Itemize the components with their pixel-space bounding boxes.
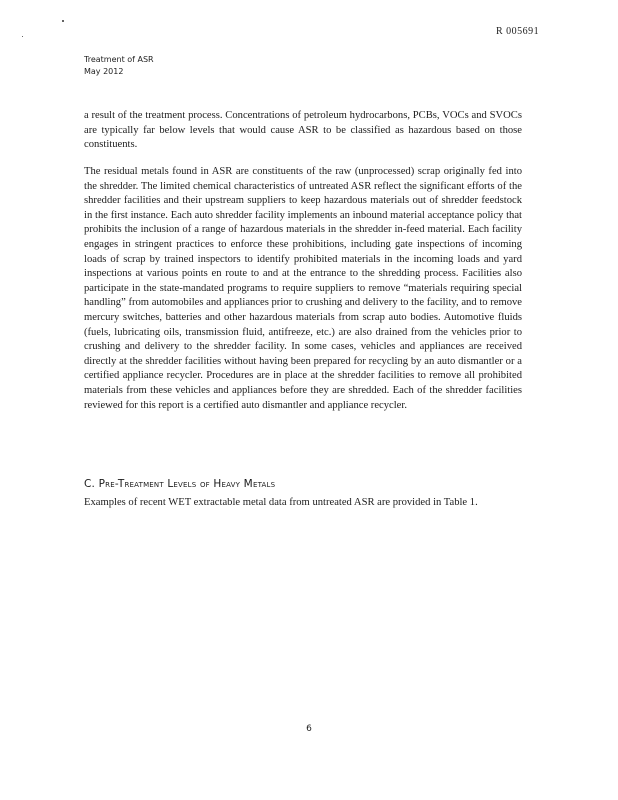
running-header xyxy=(84,54,154,78)
header-title: Treatment of ASR xyxy=(84,55,154,64)
page-number: 6 xyxy=(306,724,312,734)
section-intro-text: Examples of recent WET extractable metal data from untreated ASR are provided in Table 1. xyxy=(84,497,478,508)
body-paragraph: The residual metals found in ASR are constituents of the raw (unprocessed) scrap originally fed into the shredder. The limited chemical characteristics of untreated ASR reflect the significant efforts of the shredder facilities and their upstream suppliers to keep hazardous materials out of shredder feedstock in the first instance. Each auto shredder facility implements an inbound material acceptance policy that prohibits the inclusion of a range of hazardous materials in the shredder in-feed material. Each facility engages in stringent practices to enforce these prohibitions, including gate inspections of incoming loads of scrap by trained inspectors to identify prohibited materials in the incoming loads and yard inspections at various points en route to and at the entrance to the shredding process. Facilities also participate in the state-mandated programs to require suppliers to remove “materials requiring special handling” from automobiles and appliances prior to crushing and delivery to the facility, and to remove mercury switches, batteries and other hazardous materials from scrap auto bodies. Automotive fluids (fuels, lubricating oils, transmission fluid, antifreeze, etc.) are also drained from the vehicles prior to crushing and delivery to the shredder facility. In some cases, vehicles and appliances are received directly at the shredder facilities without having been prepared for recycling by an auto dismantler or a certified appliance recycler. Procedures are in place at the shredder facilities to remove all prohibited materials from these vehicles and appliances before they are shredded. Each of the shredder facilities reviewed for this report is a certified auto dismantler and appliance recycler. xyxy=(84,166,522,411)
section-heading: C. Pre-Treatment Levels of Heavy Metals xyxy=(84,478,276,490)
scan-speck xyxy=(62,20,64,22)
header-date: May 2012 xyxy=(84,67,124,76)
scan-speck xyxy=(22,36,23,37)
bates-number: R 005691 xyxy=(496,26,540,37)
body-paragraph: a result of the treatment process. Concentrations of petroleum hydrocarbons, PCBs, VOCs and SVOCs are typically far below levels that would cause ASR to be classified as hazardous based on those constituents. xyxy=(84,110,522,151)
